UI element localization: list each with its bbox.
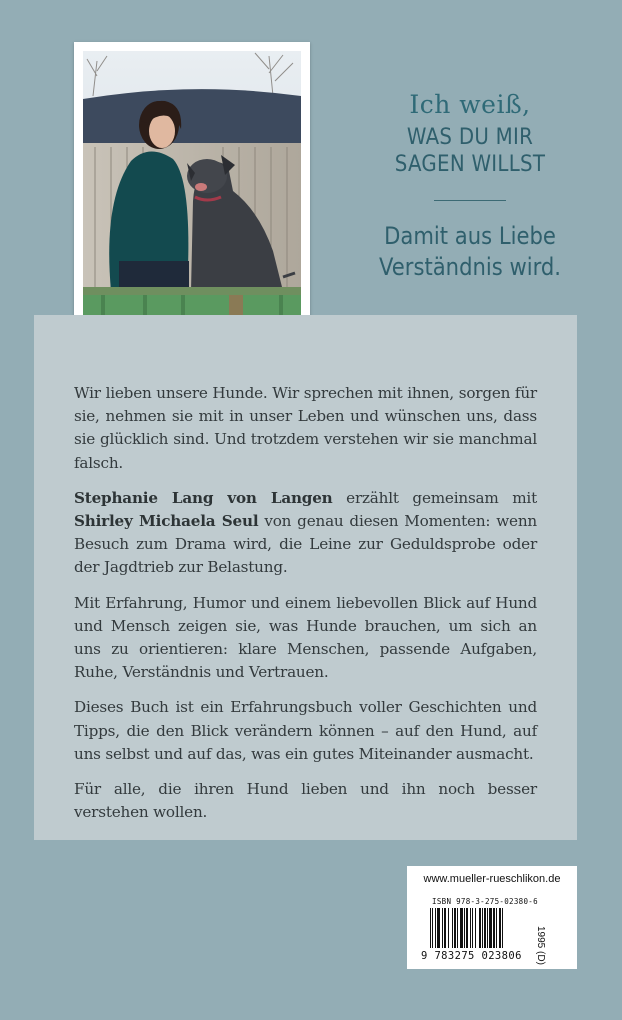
title-line-1: Ich weiß, bbox=[409, 90, 531, 119]
barcode-bar bbox=[452, 908, 453, 948]
barcode-bar bbox=[457, 908, 458, 948]
barcode-bar bbox=[442, 908, 443, 948]
barcode-bar bbox=[493, 908, 495, 948]
barcode-bar bbox=[499, 908, 501, 948]
barcode-bar bbox=[470, 908, 471, 948]
blurb-paragraph-5: Für alle, die ihren Hund lieben und ihn noch besser verstehen wollen. bbox=[74, 780, 537, 822]
barcode-bar bbox=[475, 908, 476, 948]
barcode-bar bbox=[479, 908, 481, 948]
barcode-bar bbox=[496, 908, 497, 948]
author-name-2: Shirley Michaela Seul bbox=[74, 512, 259, 531]
barcode-bar bbox=[472, 908, 473, 948]
barcode-bar bbox=[454, 908, 456, 948]
blurb-paragraph-1: Wir lieben unsere Hunde. Wir sprechen mit ihnen, sorgen für sie, nehmen sie mit in unser Leben und wünschen uns, dass sie glücklich sind. Und trotzdem verstehen wir sie manchmal falsch. bbox=[74, 384, 537, 472]
barcode-bar bbox=[448, 908, 449, 948]
blurb-paragraph-2-rest: von genau diesen Momenten: wenn Besuch zum Drama wird, die Leine zur Geduldsprobe oder der Jagdtrieb zur Belastung. bbox=[74, 512, 538, 577]
barcode-bar bbox=[437, 908, 440, 948]
barcode-bar bbox=[489, 908, 492, 948]
title-line-2: WAS DU MIR bbox=[406, 125, 534, 150]
barcode-bars bbox=[430, 908, 540, 952]
barcode-bar bbox=[460, 908, 463, 948]
blurb-text bbox=[74, 382, 537, 836]
barcode-bar bbox=[502, 908, 503, 948]
blurb-paragraph-2 bbox=[74, 487, 537, 580]
barcode-box bbox=[407, 866, 577, 969]
title-line-3: SAGEN WILLST bbox=[394, 152, 546, 177]
title-block bbox=[318, 90, 622, 283]
barcode-bar bbox=[435, 908, 436, 948]
tagline-line-1: Damit aus Liebe bbox=[384, 222, 556, 250]
barcode-bar bbox=[484, 908, 486, 948]
barcode-bar bbox=[482, 908, 483, 948]
isbn-label: ISBN 978-3-275-02380-6 bbox=[432, 897, 538, 906]
barcode-bar bbox=[430, 908, 431, 948]
barcode-bar bbox=[487, 908, 488, 948]
barcode-bar bbox=[444, 908, 446, 948]
title-divider bbox=[434, 200, 506, 201]
photo-woman-with-dog bbox=[83, 51, 301, 341]
blurb-paragraph-2-mid: erzählt gemeinsam mit bbox=[332, 488, 537, 507]
author-photo bbox=[74, 42, 310, 350]
barcode-bar bbox=[432, 908, 433, 948]
publisher-url: www.mueller-rueschlikon.de bbox=[423, 873, 561, 885]
barcode-bar bbox=[466, 908, 468, 948]
barcode-digits: 9 783275 023806 bbox=[421, 950, 522, 962]
blurb-paragraph-4: Dieses Buch ist ein Erfahrungsbuch voller Geschichten und Tipps, die den Blick verändern können – auf den Hund, auf uns selbst und auf das, was ein gutes Miteinander ausmacht. bbox=[74, 698, 537, 763]
price-label: 1995 (D) bbox=[535, 926, 546, 965]
blurb-paragraph-3: Mit Erfahrung, Humor und einem liebevollen Blick auf Hund und Mensch zeigen sie, was Hunde brauchen, um sich an uns zu orientieren: klare Menschen, passende Aufgaben, Ruhe, Verständnis und Vertrauen. bbox=[74, 593, 537, 682]
author-name-1: Stephanie Lang von Langen bbox=[74, 488, 333, 507]
tagline-line-2: Verständnis wird. bbox=[378, 253, 562, 281]
barcode-bar bbox=[464, 908, 465, 948]
